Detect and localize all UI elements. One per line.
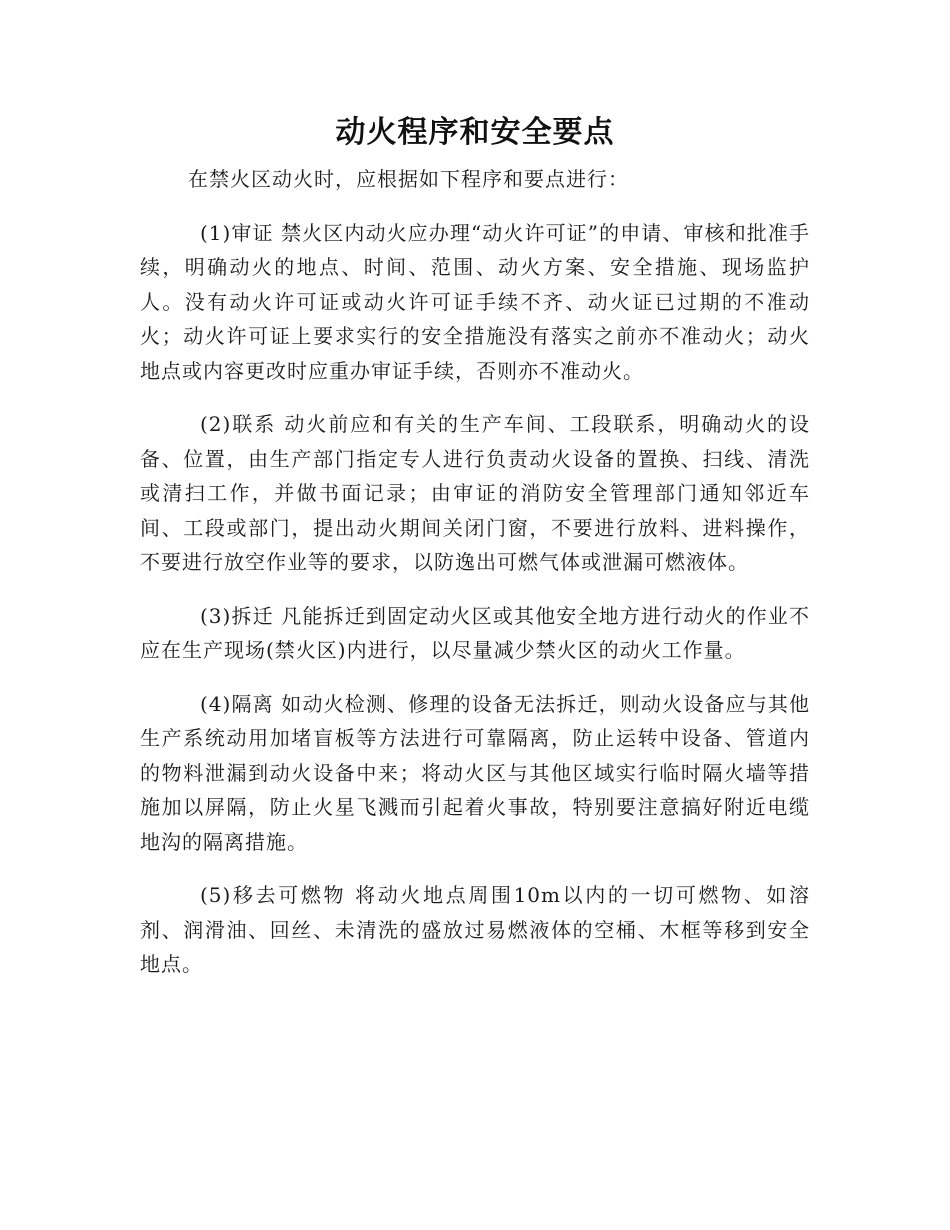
- intro-paragraph: 在禁火区动火时，应根据如下程序和要点进行：: [188, 167, 629, 191]
- item-paragraph-4: (4)隔离 如动火检测、修理的设备无法拆迁，则动火设备应与其他生产系统动用加堵盲板等方法进行可靠隔离，防止运转中设备、管道内的物料泄漏到动火设备中来；将动火区与其他区域实行临时隔火墙等措施加以屏隔，防止火星飞溅而引起着火事故，特别要注意搞好附近电缆地沟的隔离措施。: [140, 691, 810, 854]
- document-body: [140, 162, 810, 1001]
- item-paragraph-2: (2)联系 动火前应和有关的生产车间、工段联系，明确动火的设备、位置，由生产部门指定专人进行负责动火设备的置换、扫线、清洗或清扫工作，并做书面记录；由审证的消防安全管理部门通知邻近车间、工段或部门，提出动火期间关闭门窗，不要进行放料、进料操作，不要进行放空作业等的要求，以防逸出可燃气体或泄漏可燃液体。: [140, 412, 810, 574]
- document-title: 动火程序和安全要点: [335, 115, 615, 150]
- item-paragraph-5: (5)移去可燃物 将动火地点周围10m以内的一切可燃物、如溶剂、润滑油、回丝、未清洗的盛放过易燃液体的空桶、木框等移到安全地点。: [140, 883, 810, 976]
- item-paragraph-1: (1)审证 禁火区内动火应办理“动火许可证”的申请、审核和批准手续，明确动火的地点、时间、范围、动火方案、安全措施、现场监护人。没有动火许可证或动火许可证手续不齐、动火证已过期的不准动火；动火许可证上要求实行的安全措施没有落实之前亦不准动火；动火地点或内容更改时应重办审证手续，否则亦不准动火。: [140, 220, 810, 383]
- item-paragraph-3: (3)拆迁 凡能拆迁到固定动火区或其他安全地方进行动火的作业不应在生产现场(禁火区)内进行，以尽量减少禁火区的动火工作量。: [140, 603, 810, 662]
